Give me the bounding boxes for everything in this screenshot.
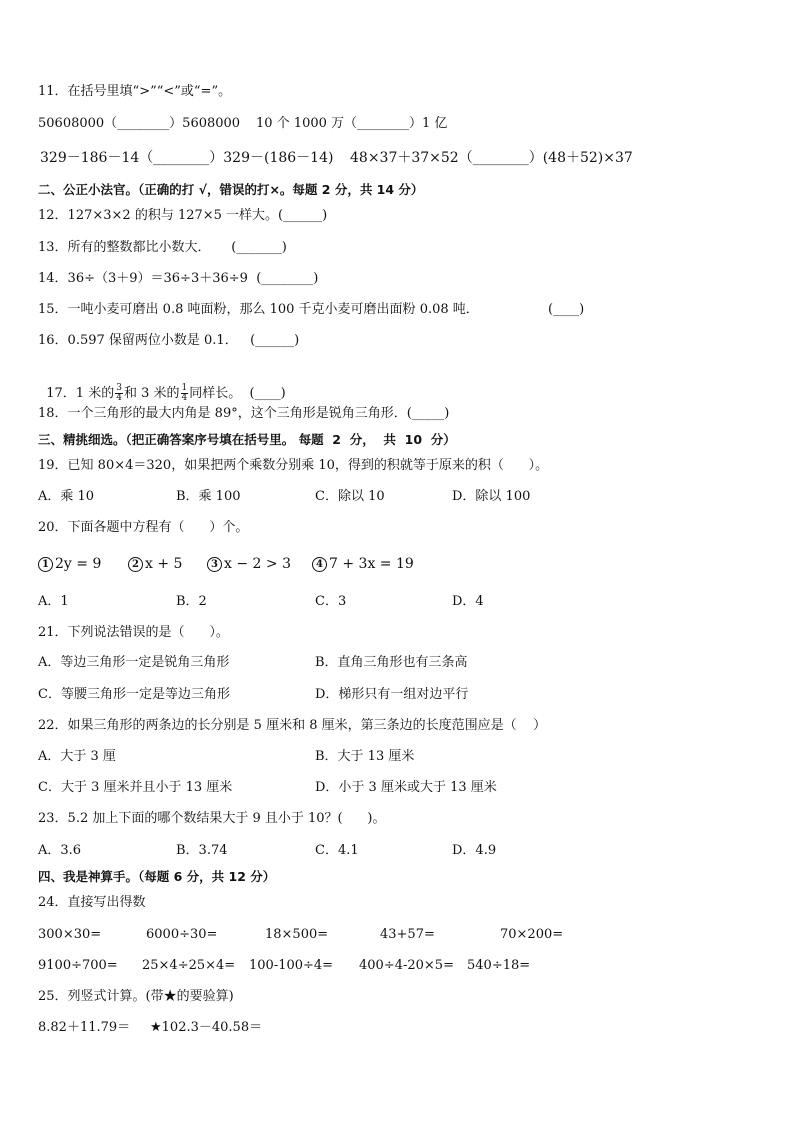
q20-option-d: D．4 — [452, 594, 484, 609]
q24-item: 300×30= — [38, 927, 102, 942]
q21-option-b: B．直角三角形也有三条高 — [315, 655, 468, 670]
q22-option-a: A．大于 3 厘 — [38, 749, 116, 764]
q21-stem: 21．下列说法错误的是（ ）。 — [38, 625, 229, 640]
q16: 16．0.597 保留两位小数是 0.1． (______) — [38, 333, 300, 348]
q24-item: 18×500= — [265, 927, 329, 942]
q20-item-1: 1 2y = 9 — [38, 556, 101, 572]
q17-part2: 和 3 米的 — [123, 386, 180, 401]
q19-option-a: A．乘 10 — [38, 489, 95, 504]
q22-stem: 22．如果三角形的两条边的长分别是 5 厘米和 8 厘米，第三条边的长度范围应是（ ） — [38, 718, 547, 733]
q13: 13．所有的整数都比小数大． (_______) — [38, 240, 287, 255]
fraction-3-4 — [115, 384, 123, 403]
q22-option-c: C．大于 3 厘米并且小于 13 厘米 — [38, 780, 233, 795]
section-2-heading: 二、公正小法官。（正确的打 √，错误的打×。每题 2 分，共 14 分） — [38, 182, 424, 197]
q21-option-c: C．等腰三角形一定是等边三角形 — [38, 687, 230, 702]
q15-answer-blank: (____) — [548, 302, 585, 317]
circled-number: 4 — [312, 557, 327, 572]
q20-option-b: B．2 — [176, 594, 207, 609]
q25-item-1: 8.82＋11.79＝ — [38, 1020, 131, 1035]
q23-option-d: D．4.9 — [452, 843, 497, 858]
q24-item: 25×4÷25×4= — [142, 958, 236, 973]
q24-item: 43+57= — [380, 927, 435, 942]
q11-row2-a: 329－186－14（________）329－(186－14) — [40, 150, 334, 166]
circled-number: 3 — [207, 557, 222, 572]
q24-item: 100-100÷4= — [249, 958, 334, 973]
q23-option-a: A．3.6 — [38, 843, 82, 858]
q20-stem: 20．下面各题中方程有（ ）个。 — [38, 520, 249, 535]
q24-item: 6000÷30= — [146, 927, 218, 942]
fraction-numerator: 3 — [116, 383, 122, 393]
circled-number: 2 — [128, 557, 143, 572]
q21-option-a: A．等边三角形一定是锐角三角形 — [38, 655, 230, 670]
q24-item: 70×200= — [500, 927, 564, 942]
section-4-heading: 四、我是神算手。（每题 6 分，共 12 分） — [38, 869, 276, 884]
q22-option-b: B．大于 13 厘米 — [315, 749, 415, 764]
q17-part1: 17．1 米的 — [46, 386, 115, 401]
q11-row1-a: 50608000（________）5608000 — [38, 116, 241, 131]
fraction-denominator: 4 — [181, 393, 188, 403]
q20-option-a: A．1 — [38, 594, 69, 609]
q17-part3: 同样长。 (____) — [189, 386, 286, 401]
q24-item: 9100÷700= — [38, 958, 118, 973]
q20-option-c: C．3 — [315, 594, 347, 609]
q12: 12．127×3×2 的积与 127×5 一样大。(______) — [38, 208, 328, 223]
q18: 18．一个三角形的最大内角是 89°，这个三角形是锐角三角形．(_____) — [38, 406, 450, 421]
q23-option-c: C．4.1 — [315, 843, 359, 858]
q23-stem: 23．5.2 加上下面的哪个数结果大于 9 且小于 10？( )。 — [38, 811, 386, 826]
q20-item-4: 4 7 + 3x = 19 — [312, 556, 414, 572]
q19-option-c: C．除以 10 — [315, 489, 385, 504]
q25-item-2: ★102.3－40.58＝ — [150, 1020, 263, 1035]
q17 — [38, 368, 286, 403]
section-3-heading: 三、精挑细选。（把正确答案序号填在括号里。 每题 2 分， 共 10 分） — [38, 432, 456, 447]
fraction-denominator: 4 — [116, 393, 122, 403]
q25-stem: 25．列竖式计算。(带★的要验算) — [38, 989, 234, 1004]
q23-option-b: B．3.74 — [176, 843, 228, 858]
q19-option-d: D．除以 100 — [452, 489, 531, 504]
q15-text: 15．一吨小麦可磨出 0.8 吨面粉，那么 100 千克小麦可磨出面粉 0.08 吨． — [38, 302, 479, 317]
q20-item-2: 2 x + 5 — [128, 556, 182, 572]
q19-option-b: B．乘 100 — [176, 489, 241, 504]
q11-row2-b: 48×37＋37×52（________）(48＋52)×37 — [350, 150, 633, 166]
q21-option-d: D．梯形只有一组对边平行 — [315, 687, 469, 702]
q24-item: 540÷18= — [467, 958, 531, 973]
q24-item: 400÷4-20×5= — [359, 958, 454, 973]
q19-stem: 19．已知 80×4＝320，如果把两个乘数分别乘 10，得到的积就等于原来的积（ ）。 — [38, 458, 549, 473]
circled-number: 1 — [38, 557, 53, 572]
fraction-numerator: 1 — [181, 383, 188, 393]
q11-row1-b: 10 个 1000 万（________）1 亿 — [256, 116, 448, 131]
fraction-1-4 — [181, 384, 189, 403]
q14: 14．36÷（3＋9）＝36÷3＋36÷9 (________) — [38, 271, 319, 286]
q22-option-d: D．小于 3 厘米或大于 13 厘米 — [315, 780, 497, 795]
q20-item-3: 3 x − 2 > 3 — [207, 556, 291, 572]
q24-stem: 24．直接写出得数 — [38, 895, 146, 910]
q11-title: 11．在括号里填“>”“<”或“=”。 — [38, 84, 232, 99]
